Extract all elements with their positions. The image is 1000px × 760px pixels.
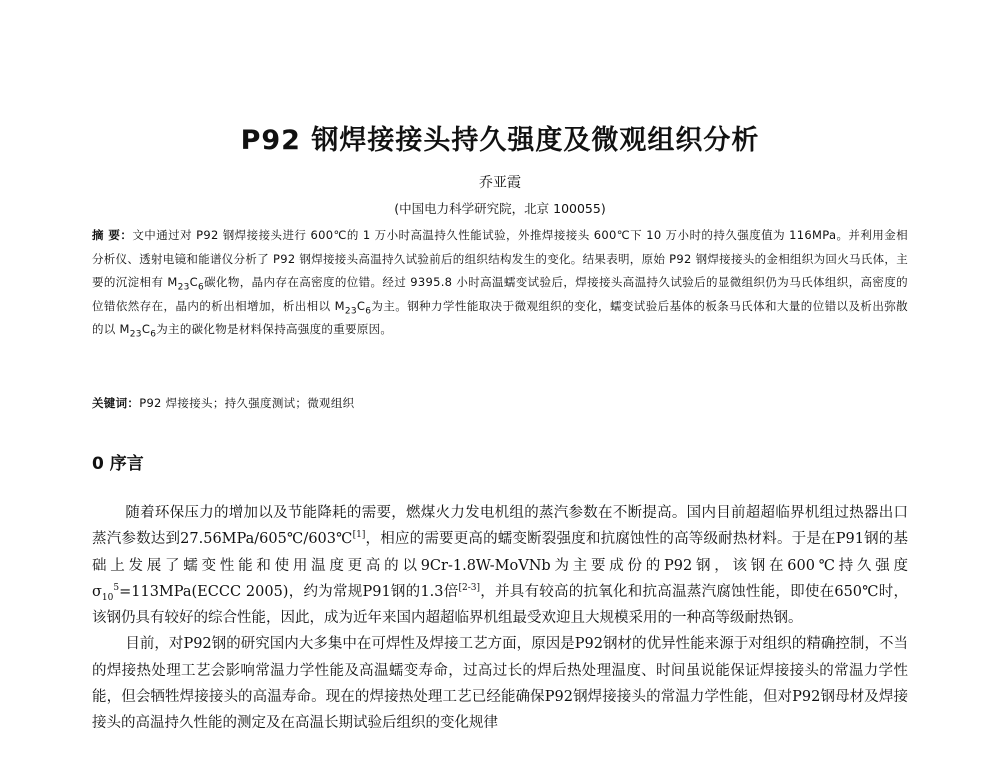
math-superscript: 5 — [113, 583, 120, 594]
author-affiliation: (中国电力科学研究院，北京 100055) — [394, 201, 606, 216]
abstract-subscript: 23 — [177, 282, 190, 293]
paragraph-text: ，相应的需要更高的蠕变断裂强度和抗腐蚀性的高等级耐热材料。于是在P91钢的基础上发展了蠕变性能和使用温度更高的以9Cr-1.8W-MoVNb为主要成份的P92钢，该钢在600℃持久强度σ — [92, 531, 908, 600]
paragraph-text: 随着环保压力的增加以及节能降耗的需要，燃煤火力发电机组的蒸汽参数在不断提高。国内目前超超临界机组过热器出口蒸汽参数达到27.56MPa/605℃/603℃ — [92, 505, 908, 548]
paragraph-text: ，并具有较高的抗氧化和抗高温蒸汽腐蚀性能，即使在650℃时，该钢仍具有较好的综合性能，因此，成为近年来国内超超临界机组最受欢迎且大规模采用的一种高等级耐热钢。 — [92, 583, 908, 627]
abstract-text: 为主。钢种力学性能取决于微观组织的变化，蠕变试验后基体的板条马氏体和大量的位错以及析出弥散的以 M — [92, 298, 908, 336]
section-heading: 0 序言 — [92, 454, 144, 474]
citation-ref: [2-3] — [458, 583, 481, 594]
abstract-subscript: 23 — [344, 305, 357, 316]
paragraph-2 — [92, 631, 908, 736]
math-subscript: 10 — [101, 592, 114, 603]
body-text — [92, 500, 908, 737]
keywords-label: 关键词： — [92, 396, 140, 410]
paragraph-text: 目前，对P92钢的研究国内大多集中在可焊性及焊接工艺方面，原因是P92钢材的优异性能来源于对组织的精确控制，不当的焊接热处理工艺会影响常温力学性能及高温蠕变寿命，过高过长的焊后热处理温度、时间虽说能保证焊接接头的常温力学性能，但会牺牲焊接接头的高温寿命。现在的焊接热处理工艺已经能确保P92钢焊接接头的常温力学性能，但对P92钢母材及焊接接头的高温持久性能的测定及在高温长期试验后组织的变化规律 — [92, 636, 908, 732]
abstract-subscript: 6 — [150, 329, 157, 340]
paper-title: P92 钢焊接接头持久强度及微观组织分析 — [240, 125, 760, 156]
abstract-text: C — [141, 322, 151, 336]
citation-ref: [1] — [352, 530, 366, 541]
abstract-text: C — [356, 298, 366, 313]
abstract-text: C — [189, 275, 198, 289]
author-name: 乔亚霞 — [479, 175, 521, 191]
abstract-text: 碳化物，晶内存在高密度的位错。经过 9395.8 小时高温蠕变试验后，焊接接头高温持久试验后的显微组织仍为马氏体组织，高密度的位错依然存在，晶内的析出相增加，析出相以 M — [92, 275, 908, 313]
abstract — [92, 224, 908, 342]
paragraph-1 — [92, 500, 908, 631]
abstract-label: 摘 要： — [92, 228, 133, 242]
abstract-subscript: 23 — [129, 329, 142, 340]
abstract-subscript: 6 — [365, 305, 372, 316]
paragraph-text: =113MPa(ECCC 2005)，约为常规P91钢的1.3倍 — [119, 583, 459, 600]
keywords-text: P92 焊接接头；持久强度测试；微观组织 — [139, 396, 355, 410]
keywords — [92, 395, 908, 411]
abstract-text: 为主的碳化物是材料保持高强度的重要原因。 — [156, 322, 393, 336]
abstract-subscript: 6 — [198, 282, 205, 293]
abstract-text: 文中通过对 P92 钢焊接接头进行 600℃的 1 万小时高温持久性能试验，外推焊接接头 600℃下 10 万小时的持久强度值为 116MPa。并利用金相分析仪、透射电镜和能谱仪分析了 P92 钢焊接接头高温持久试验前后的组织结构发生的变化。结果表明，原始 P92 钢焊接接头的金相组织为回火马氏体，主要的沉淀相有 M — [92, 228, 908, 289]
